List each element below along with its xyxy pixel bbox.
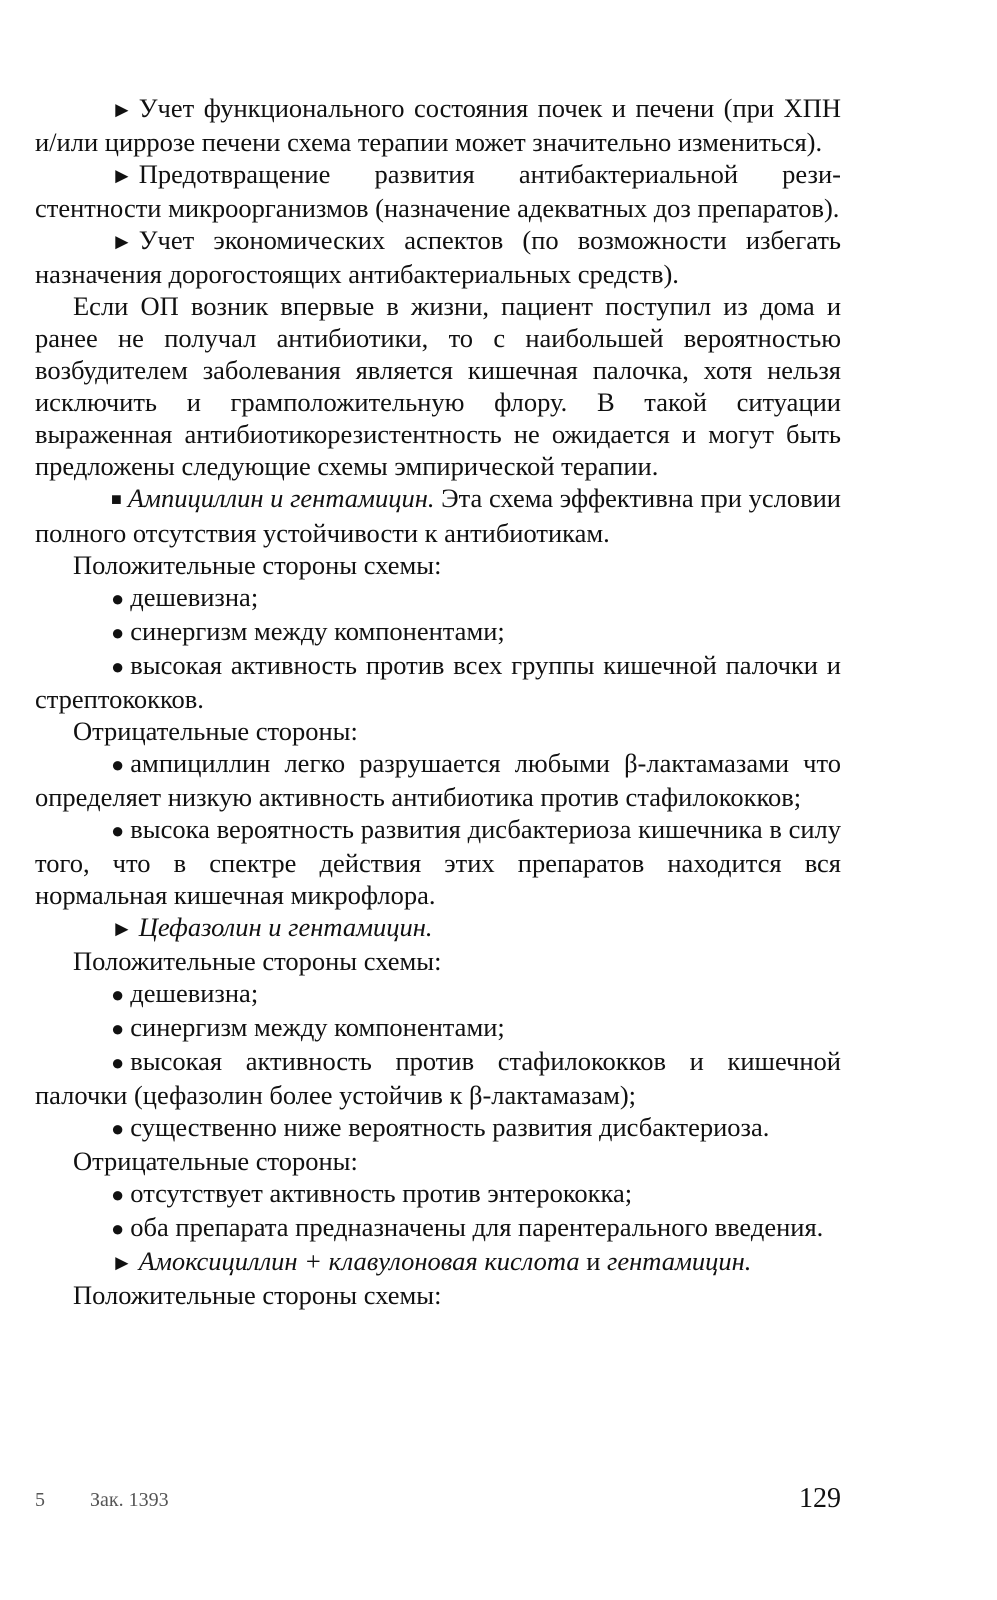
dot-bullet-icon: ● (111, 586, 125, 611)
subheading: Положительные стороны схемы: (73, 1280, 442, 1310)
subheading: Отрицательные стороны: (73, 1146, 358, 1176)
page-body (35, 92, 841, 1311)
subheading: Отрицательные стороны: (73, 716, 358, 746)
page-number: 129 (799, 1483, 841, 1514)
dot-bullet-icon: ● (111, 1050, 125, 1075)
paragraph (35, 482, 841, 549)
triangle-bullet-icon: ► (111, 97, 133, 122)
list-item: ● дешевизна; (35, 977, 841, 1011)
paragraph-text: Предотвращение развития антибактериальной резистентности микроорганизмов (назначение адекватных доз препаратов). (35, 159, 841, 223)
list-item: ● высока вероятность развития дисбактериоза кишечника в силу того, что в спектре действия этих препаратов находится вся нормальная кишечная микрофлора. (35, 814, 841, 910)
subheading: Положительные стороны схемы: (73, 946, 442, 976)
triangle-bullet-icon: ► (111, 1250, 133, 1275)
paragraph-text: Учет функционального состояния почек и печени (при ХПН и/или циррозе печени схема терапии может значительно измениться). (35, 93, 841, 157)
paragraph (35, 911, 841, 945)
dot-bullet-icon: ● (111, 982, 125, 1007)
dot-bullet-icon: ● (111, 818, 125, 843)
page-footer (35, 1483, 841, 1523)
paragraph-text: Эта схема эффективна при условии полного отсутствия устойчивости к антибиотикам. (35, 483, 841, 548)
list-item: ● оба препарата предназначены для парентерального введения. (35, 1211, 841, 1245)
regimen-name: гентамицин. (607, 1246, 752, 1276)
list-item: ● высокая активность против стафилококков и кишечной палочки (цефазолин более устойчив к β-лактамазам); (35, 1046, 841, 1110)
signature-number: 5 (35, 1489, 45, 1511)
list-item: ● ампициллин легко разрушается любыми β-лактамазами что определяет низкую активность антибиотика против стафилококков; (35, 748, 841, 812)
paragraph (35, 158, 841, 224)
list-item: ● синергизм между компонентами; (35, 1011, 841, 1045)
list-item: ● существенно ниже вероятность развития дисбактериоза. (35, 1111, 841, 1145)
list-item: ● синергизм между компонентами; (35, 615, 841, 649)
dot-bullet-icon: ● (111, 1016, 125, 1041)
paragraph-text: Если ОП возник впервые в жизни, пациент поступил из дома и ранее не получал антибиотики, то с наибольшей вероятностью возбудителем заболевания является кишечная палочка, хотя нельзя исключить и грамположительную флору. В такой ситуации выраженная антибиотикорезистентность не ожидается и могут быть предложены следующие схемы эмпирической терапии. (35, 291, 841, 481)
subheading: Положительные стороны схемы: (73, 550, 442, 580)
dot-bullet-icon: ● (111, 1216, 125, 1241)
triangle-bullet-icon: ► (111, 916, 133, 941)
triangle-bullet-icon: ► (111, 229, 133, 254)
list-item: ● высокая активность против всех группы кишечной палочки и стрептококков. (35, 650, 841, 714)
dot-bullet-icon: ● (111, 620, 125, 645)
print-order: Зак. 1393 (90, 1489, 169, 1511)
triangle-bullet-icon: ► (111, 163, 133, 188)
regimen-name: Цефазолин и гентамицин. (138, 912, 433, 942)
dot-bullet-icon: ● (111, 752, 125, 777)
list-item: ● отсутствует активность против энтерококка; (35, 1177, 841, 1211)
paragraph: ► Амоксициллин + клавулоновая кислота и гентамицин. (35, 1245, 841, 1279)
dot-bullet-icon: ● (111, 1116, 125, 1141)
paragraph (35, 290, 841, 482)
dot-bullet-icon: ● (111, 1182, 125, 1207)
regimen-name: Амоксициллин + клавулоновая кислота (138, 1246, 580, 1276)
list-item: ● дешевизна; (35, 581, 841, 615)
square-bullet-icon: ■ (111, 489, 122, 509)
paragraph (35, 92, 841, 158)
paragraph-text: Учет экономических аспектов (по возможности избегать назначения дорогостоящих антибактериальных средств). (35, 225, 841, 289)
paragraph (35, 224, 841, 290)
dot-bullet-icon: ● (111, 654, 125, 679)
regimen-name: Ампициллин и гентамицин. (127, 483, 435, 513)
